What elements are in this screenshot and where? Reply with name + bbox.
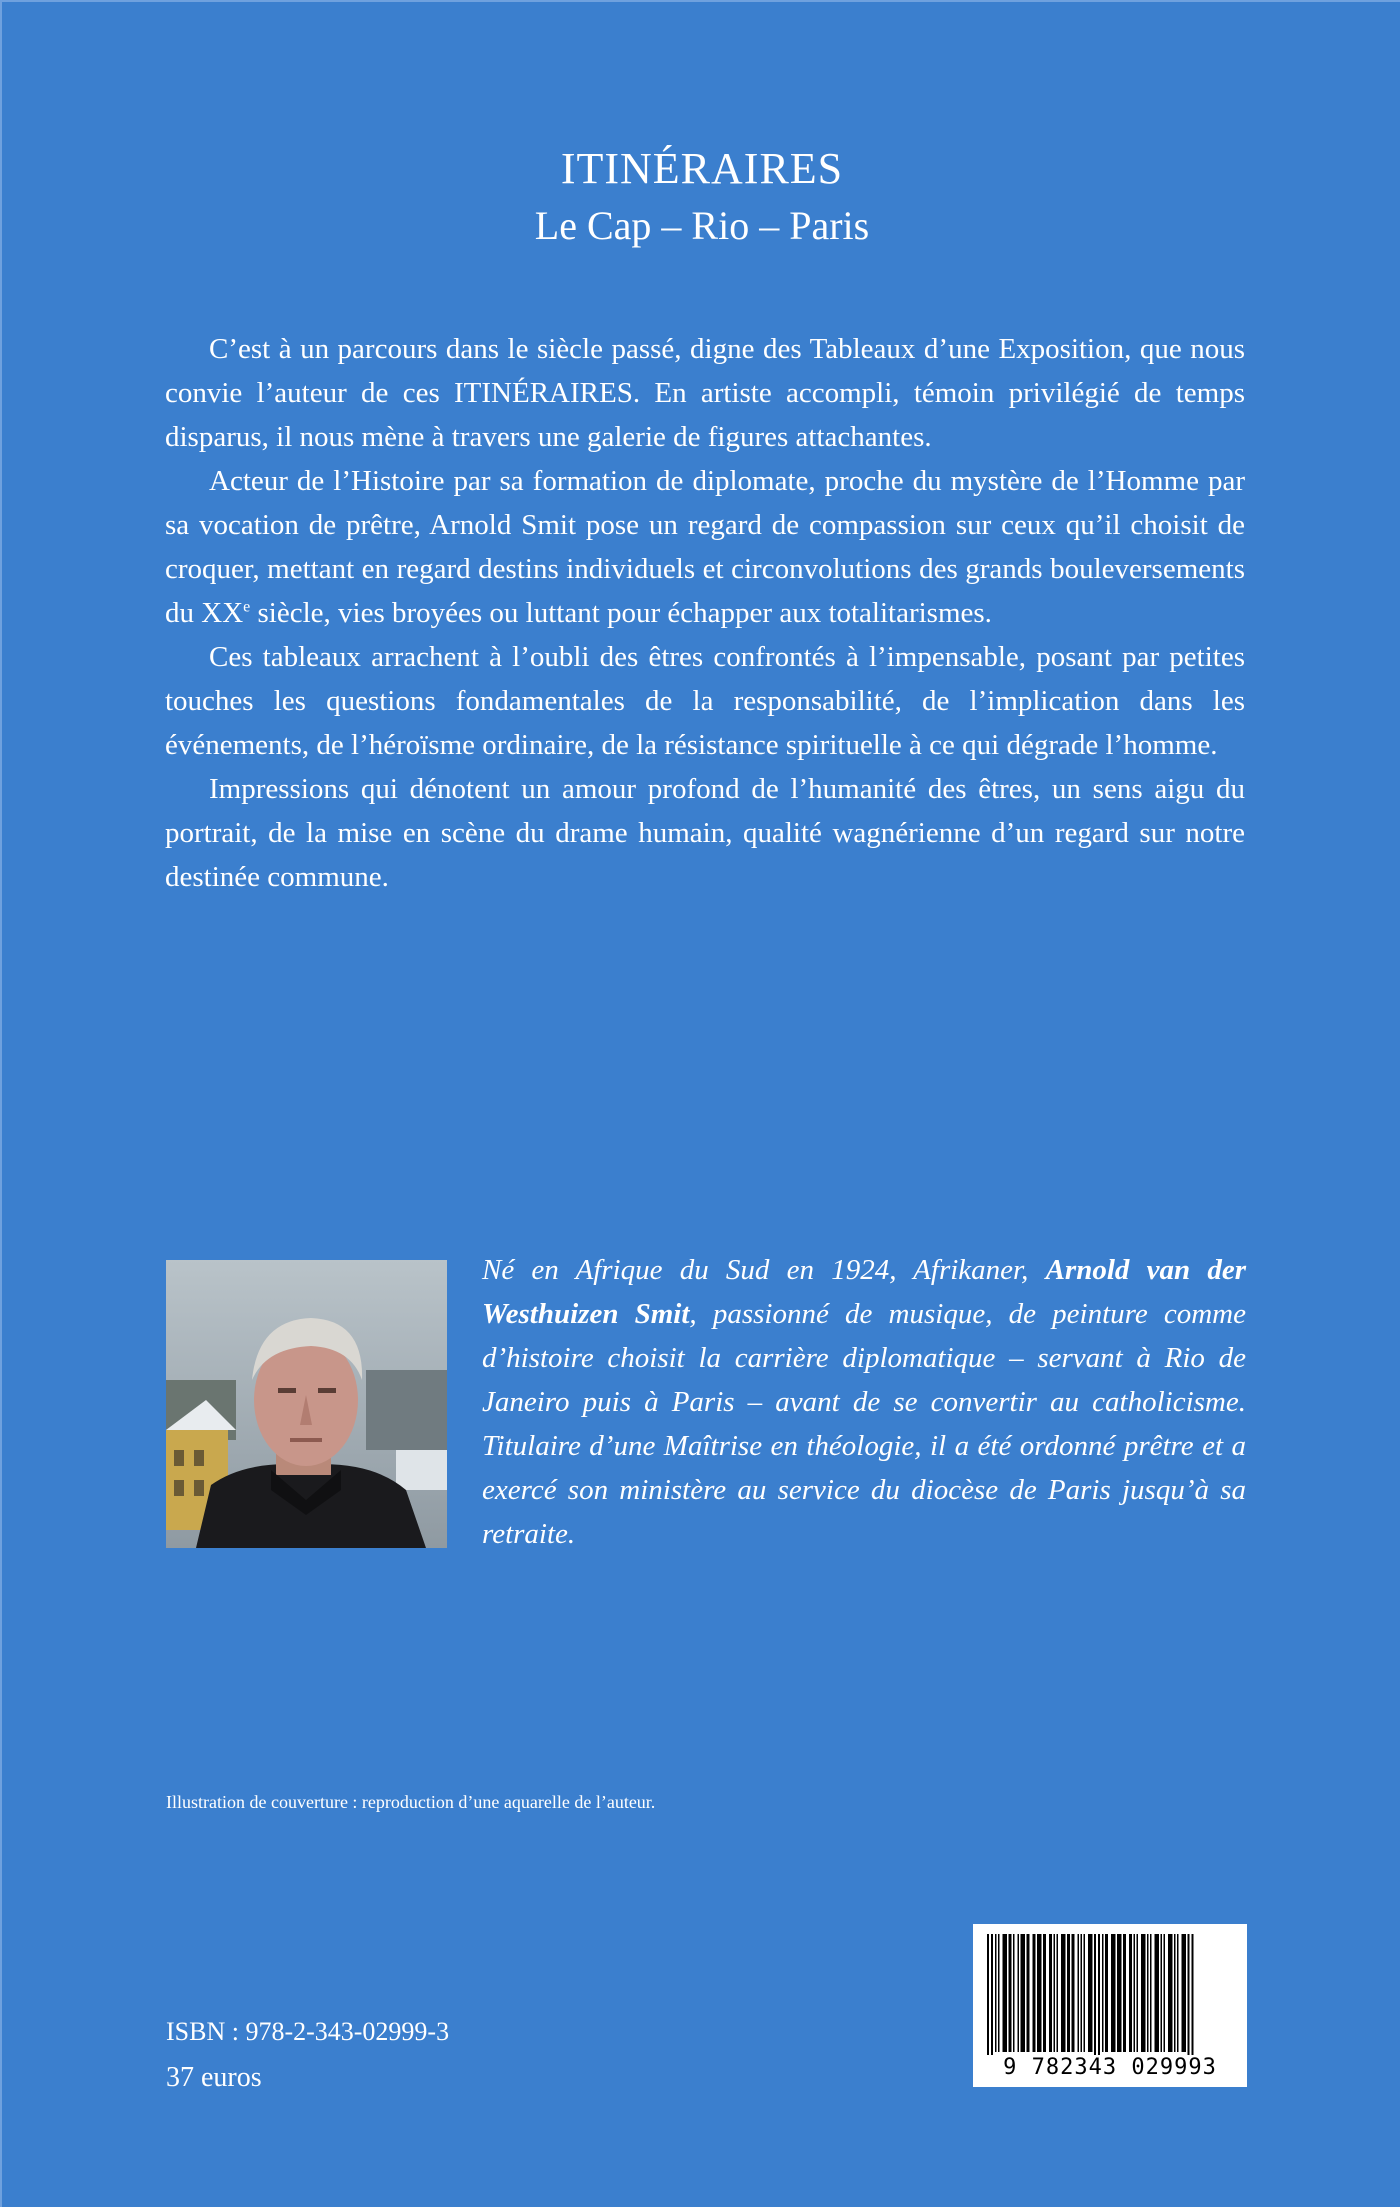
blurb-text: Acteur de l’Histoire par sa formation de diplomate, proche du mystère de l’Homme par sa vocation de prêtre, Arnold Smit pose un regard de compassion sur ceux qu’il choisit de croquer, mettant en regard destins individuels et circonvolutions des grands bouleversements du XX	[165, 465, 1245, 629]
blurb	[165, 327, 1245, 899]
blurb-text: siècle, vies broyées ou luttant pour échapper aux totalitarismes.	[250, 597, 992, 629]
blurb-paragraph	[165, 459, 1245, 635]
book-subtitle: Le Cap – Rio – Paris	[534, 203, 870, 248]
blurb-paragraph: Ces tableaux arrachent à l’oubli des êtres confrontés à l’impensable, posant par petites touches les questions fondamentales de la responsabilité, de l’implication dans les événements, de l’héroïsme ordinaire, de la résistance spirituelle à ce qui dégrade l’homme.	[165, 641, 1245, 761]
bio-text: Né en Afrique du Sud en 1924, Afrikaner,	[482, 1254, 1046, 1286]
title-block	[2, 142, 1400, 256]
price: 37 euros	[166, 2062, 262, 2093]
author-bio	[482, 1248, 1246, 1556]
bio-text: , passionné de musique, de peinture comme d’histoire choisit la carrière diplomatique – servant à Rio de Janeiro puis à Paris – avant de se convertir au catholicisme. Titulaire d’une Maîtrise en théologie, il a été ordonné prêtre et a exercé son ministère au service du diocèse de Paris jusqu’à sa retraite.	[482, 1298, 1246, 1550]
isbn: ISBN : 978-2-343-02999-3	[166, 2017, 450, 2046]
century-superscript: e	[243, 598, 251, 616]
barcode	[973, 1924, 1247, 2087]
barcode-digits: 9 782343 029993	[973, 2055, 1247, 2081]
author-name: Arnold van der Westhuizen Smit	[482, 1254, 1246, 1330]
blurb-paragraph: C’est à un parcours dans le siècle passé, digne des Tableaux d’une Exposition, que nous convie l’auteur de ces ITINÉRAIRES. En artiste accompli, témoin privilégié de temps disparus, il nous mène à travers une galerie de figures attachantes.	[165, 333, 1245, 453]
author-portrait-icon	[166, 1260, 447, 1548]
blurb-paragraph: Impressions qui dénotent un amour profond de l’humanité des êtres, un sens aigu du portrait, de la mise en scène du drame humain, qualité wagnérienne d’un regard sur notre destinée commune.	[165, 773, 1245, 893]
book-title: ITINÉRAIRES	[560, 144, 844, 193]
cover-illustration-credit: Illustration de couverture : reproduction d’une aquarelle de l’auteur.	[166, 1792, 656, 1812]
